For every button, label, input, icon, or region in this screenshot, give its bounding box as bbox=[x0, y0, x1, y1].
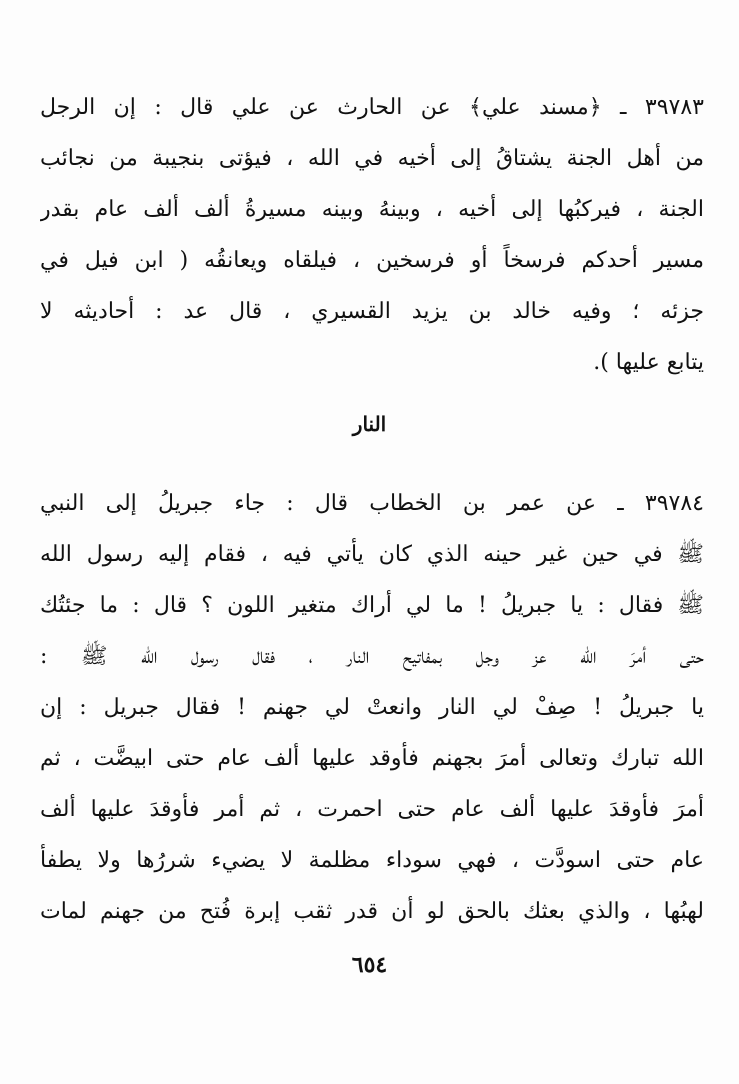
text-line: حتى أمرَ الله عز وجل بمفاتيح النار ، فقال رسول الله ﷺ : bbox=[40, 644, 704, 669]
text-line: الله تبارك وتعالى أمرَ بجهنم فأوقد عليها ألف عام حتى ابيضَّت ، ثم bbox=[40, 746, 704, 771]
section-heading: النار bbox=[352, 412, 387, 436]
text-line: يا جبريلُ ! صِفْ لي النار وانعتْ لي جهنم ! فقال جبريل : إن bbox=[40, 695, 704, 720]
text-line: أمرَ فأوقدَ عليها ألف عام حتى احمرت ، ثم أمر فأوقدَ عليها ألف bbox=[40, 797, 704, 822]
page-number: ٦٥٤ bbox=[351, 952, 388, 978]
text-line: يتابع عليها ). bbox=[593, 350, 704, 375]
text-line: عام حتى اسودَّت ، فهي سوداء مظلمة لا يضيء شررُها ولا يطفأ bbox=[40, 848, 704, 873]
text-line: من أهل الجنة يشتاقُ إلى أخيه في الله ، فيؤتى بنجيبة من نجائب bbox=[40, 146, 704, 171]
text-line: ٣٩٧٨٣ ـ ﴿مسند علي﴾ عن الحارث عن علي قال : إن الرجل bbox=[40, 95, 704, 120]
hadith-entry-39784 bbox=[40, 478, 704, 937]
hadith-entry-39783 bbox=[40, 82, 704, 388]
text-line: ﷺ في حين غير حينه الذي كان يأتي فيه ، فقام إليه رسول الله bbox=[40, 542, 704, 567]
text-line: ٣٩٧٨٤ ـ عن عمر بن الخطاب قال : جاء جبريلُ إلى النبي bbox=[40, 491, 704, 516]
text-line: ﷺ فقال : يا جبريلُ ! ما لي أراك متغير اللون ؟ قال : ما جئتُك bbox=[40, 593, 704, 618]
text-line: جزئه ؛ وفيه خالد بن يزيد القسيري ، قال عد : أحاديثه لا bbox=[40, 299, 704, 324]
text-line: الجنة ، فيركبُها إلى أخيه ، وبينهُ وبينه مسيرةُ ألف ألف عام بقدر bbox=[40, 197, 704, 222]
text-line: لهبُها ، والذي بعثك بالحق لو أن قدر ثقب إبرة فُتح من جهنم لمات bbox=[40, 899, 704, 924]
text-line: مسير أحدكم فرسخاً أو فرسخين ، فيلقاه ويعانقُه ( ابن فيل في bbox=[40, 248, 704, 273]
